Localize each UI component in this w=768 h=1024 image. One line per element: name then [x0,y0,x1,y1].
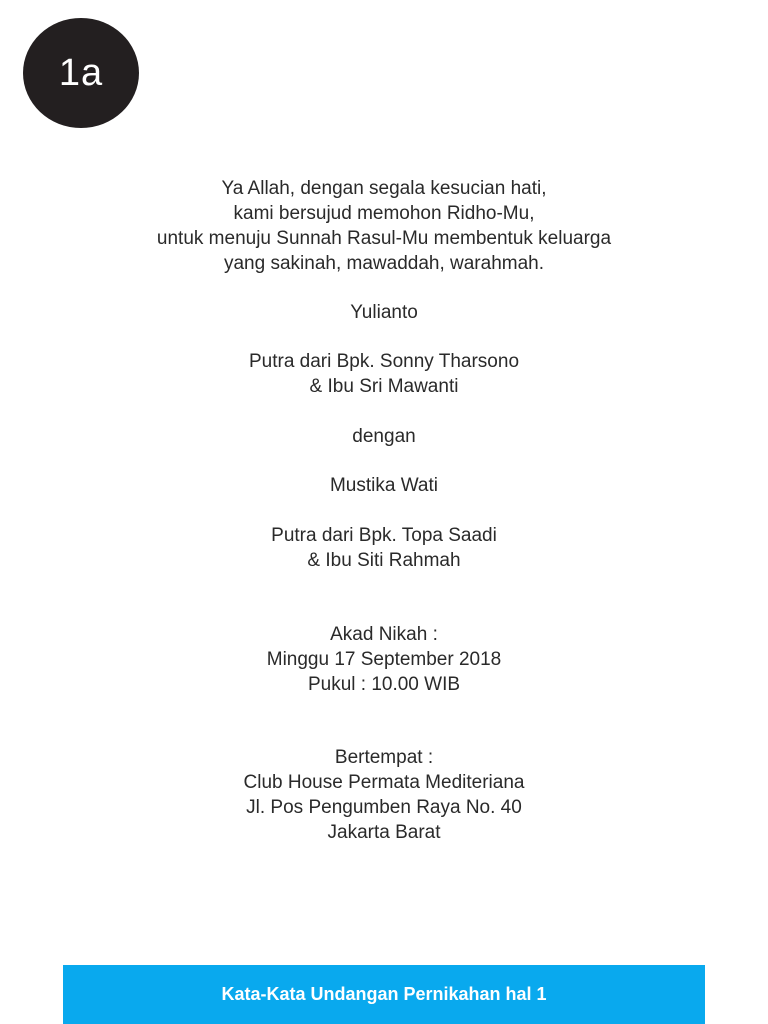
bride-name [0,473,768,498]
akad-time: Pukul : 10.00 WIB [307,674,461,695]
groom-name-text: Yulianto [350,302,418,323]
groom-parents-line: Putra dari Bpk. Sonny Tharsono [248,351,520,372]
venue-street: Jl. Pos Pengumben Raya No. 40 [246,797,522,818]
page-number-badge [23,18,139,128]
prayer-line: Ya Allah, dengan segala kesucian hati, [221,178,547,199]
prayer-line: untuk menuju Sunnah Rasul-Mu membentuk keluarga [156,228,612,249]
prayer-line: yang sakinah, mawaddah, warahmah. [223,253,545,274]
prayer-line: kami bersujud memohon Ridho-Mu, [233,203,535,224]
akad-block [0,622,768,697]
bride-parents-line: Putra dari Bpk. Topa Saadi [271,525,497,546]
venue-heading: Bertempat : [334,747,434,768]
page-number-label: 1a [58,51,104,94]
akad-date: Minggu 17 September 2018 [266,649,502,670]
akad-heading: Akad Nikah : [330,624,438,645]
conjunction [0,424,768,449]
bride-parents-line: & Ibu Siti Rahmah [307,550,461,571]
groom-parents [0,349,768,399]
groom-parents-line: & Ibu Sri Mawanti [309,376,459,397]
footer-banner [63,965,705,1024]
venue-name: Club House Permata Mediteriana [243,772,525,793]
footer-title: Kata-Kata Undangan Pernikahan hal 1 [221,984,547,1004]
venue-city: Jakarta Barat [327,822,441,843]
venue-block [0,745,768,845]
conjunction-text: dengan [352,426,416,447]
bride-parents [0,523,768,573]
groom-name [0,300,768,325]
prayer-block [0,176,768,276]
bride-name-text: Mustika Wati [329,475,439,496]
